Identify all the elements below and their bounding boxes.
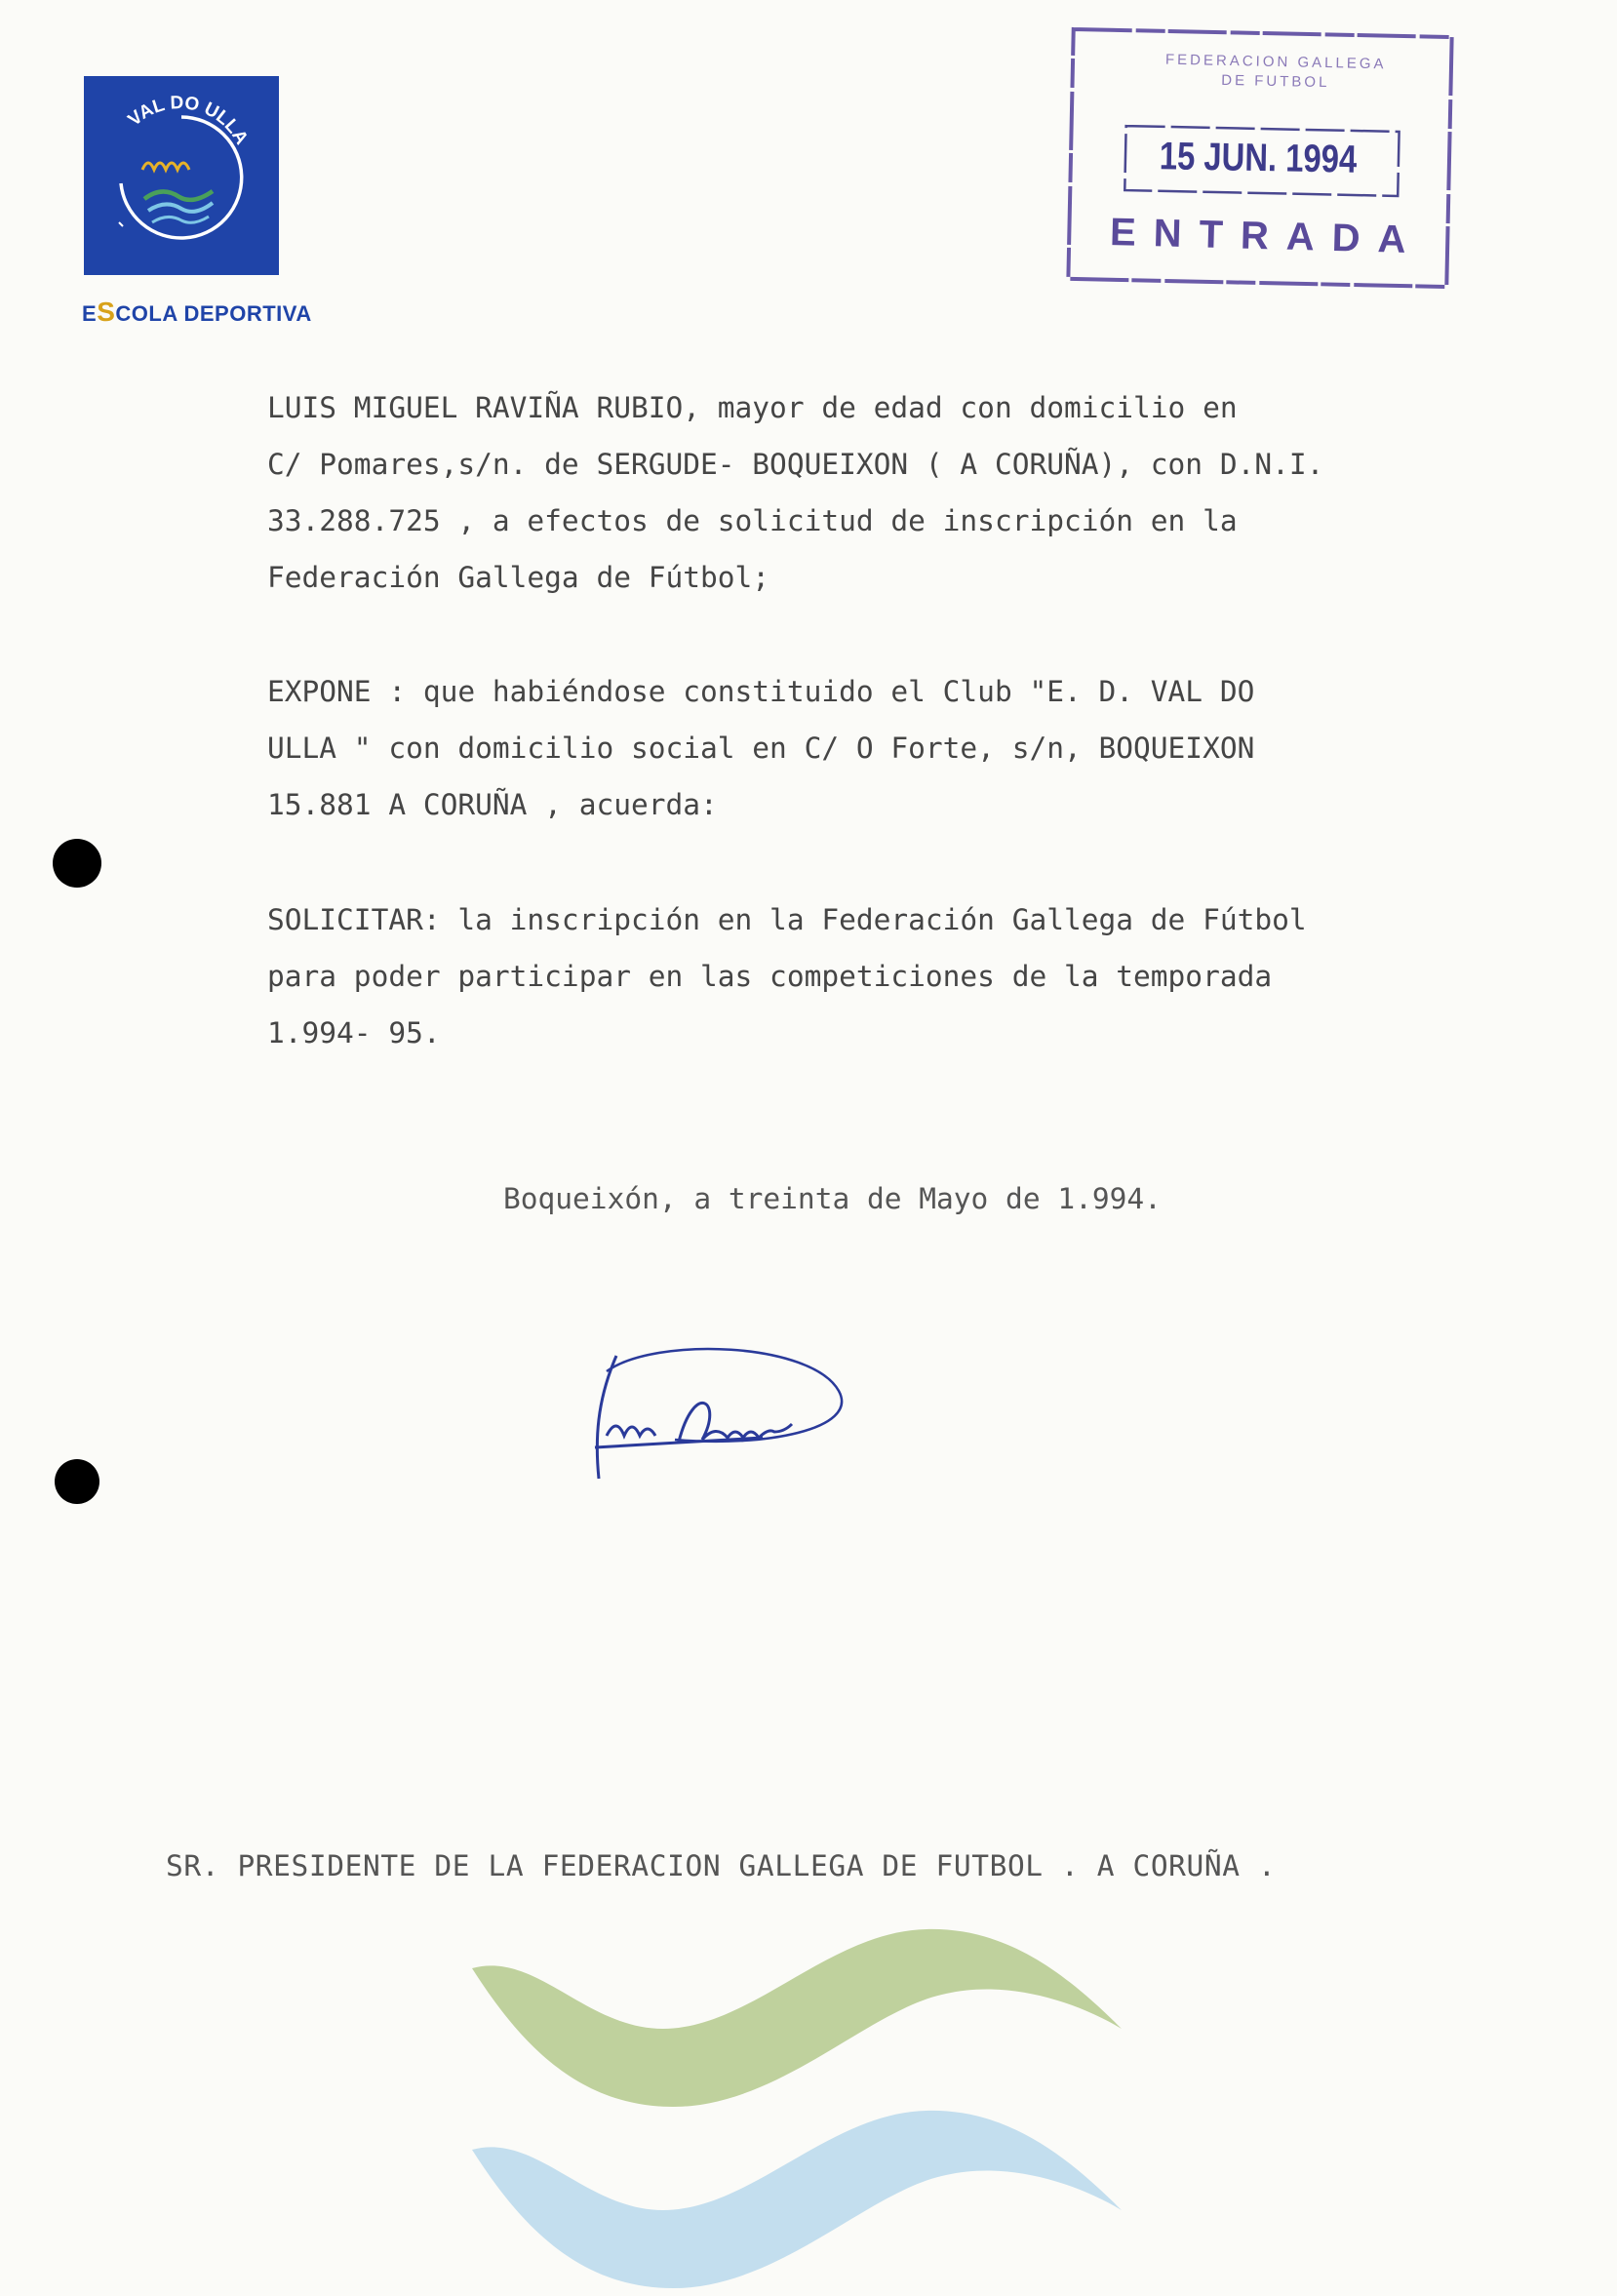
logo-subtitle-e: E [82,301,98,326]
text-line: ULLA " con domicilio social en C/ O Forte, s/n, BOQUEIXON [267,732,1255,765]
paragraph-expone [267,663,1496,833]
logo-subtitle [82,297,312,328]
text-line: 1.994- 95. [267,1016,441,1049]
text-line: C/ Pomares,s/n. de SERGUDE- BOQUEIXON ( A CORUÑA), con D.N.I. [267,448,1324,481]
punch-hole [55,1459,99,1504]
paragraph-solicitar [267,891,1496,1061]
text-line: LUIS MIGUEL RAVIÑA RUBIO, mayor de edad con domicilio en [267,391,1238,424]
text-line: SOLICITAR: la inscripción en la Federación Gallega de Fútbol [267,903,1307,936]
text-line: 15.881 A CORUÑA , acuerda: [267,788,718,821]
stamp-label: ENTRADA [1109,210,1425,262]
logo-subtitle-rest: COLA DEPORTIVA [115,301,312,326]
svg-text:VAL DO ULLA [125,93,253,148]
logo-ring-text: VAL DO ULLA [124,93,253,149]
logo-emblem-icon [84,76,279,275]
paragraph-identity [267,379,1496,606]
logo-subtitle-s: S [97,297,116,327]
place-date-line: Boqueixón, a treinta de Mayo de 1.994. [503,1182,1162,1215]
text-line: Federación Gallega de Fútbol; [267,561,770,594]
text-line: para poder participar en las competiciones de la temporada [267,960,1273,993]
stamp-date: 15 JUN. 1994 [1159,135,1358,181]
signature [577,1342,870,1498]
text-line: EXPONE : que habiéndose constituido el Club "E. D. VAL DO [267,675,1255,708]
stamp-header [1120,50,1433,96]
stamp-header-line1: FEDERACION GALLEGA [1164,51,1387,73]
punch-hole [53,839,101,888]
decorative-waves-icon [458,1912,1161,2296]
stamp-header-line2: DE FUTBOL [1221,71,1330,92]
club-logo [84,76,279,275]
addressee-line: SR. PRESIDENTE DE LA FEDERACION GALLEGA DE FUTBOL . A CORUÑA . [166,1849,1277,1882]
text-line: 33.288.725 , a efectos de solicitud de inscripción en la [267,504,1238,537]
